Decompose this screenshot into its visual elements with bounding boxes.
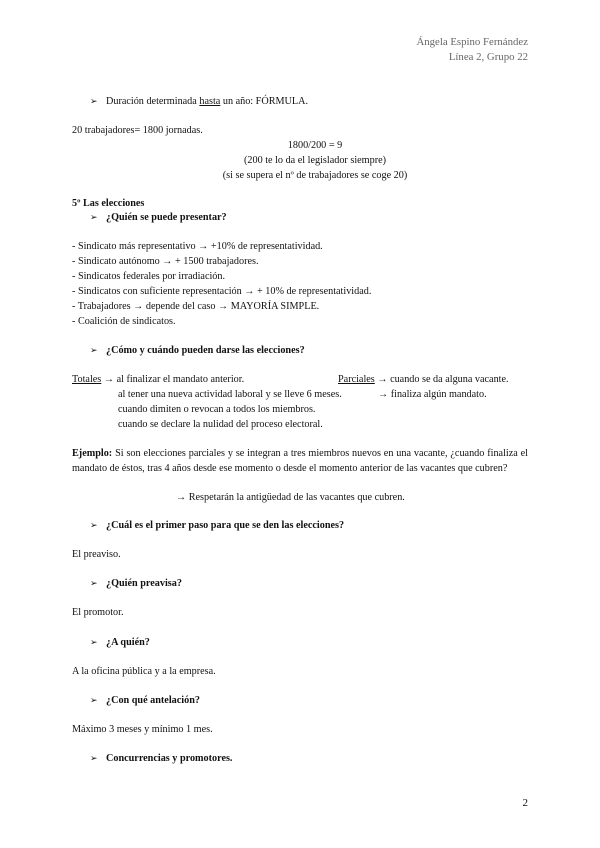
list-item: - Sindicato más representativo → +10% de representatividad.: [72, 241, 323, 252]
a-quien: A la oficina pública y a la empresa.: [72, 666, 216, 677]
list-item: - Coalición de sindicatos.: [72, 316, 176, 327]
arrowhead-icon: ➢: [90, 579, 98, 589]
q-preavisa: ¿Quién preavisa?: [106, 578, 182, 589]
duracion-post: un año: FÓRMULA.: [220, 96, 309, 107]
list-item: - Sindicatos federales por irradiación.: [72, 271, 226, 282]
ejemplo-paragraph: [72, 446, 528, 476]
page-number: 2: [522, 797, 528, 809]
a-antelacion: Máximo 3 meses y mínimo 1 mes.: [72, 724, 213, 735]
duracion-pre: Duración determinada: [106, 96, 200, 107]
totales-line2: al tener una nueva actividad laboral y se lleve 6 meses.: [118, 389, 342, 400]
arrowhead-icon: ➢: [90, 696, 98, 706]
bullet-como: [90, 345, 305, 356]
q-primer-paso: ¿Cuál es el primer paso para que se den las elecciones?: [106, 520, 345, 531]
ejemplo-answer: → Respetarán la antigüedad de las vacantes que cubren.: [176, 492, 405, 503]
duracion-underlined: hasta: [199, 96, 221, 107]
q-presentar: ¿Quién se puede presentar?: [106, 212, 227, 223]
q-quien: ¿A quién?: [106, 637, 150, 648]
parciales-label: Parciales: [338, 374, 375, 385]
formula-line2: 1800/200 = 9: [287, 140, 343, 151]
bullet-preavisa: [90, 578, 182, 589]
totales-line4: cuando se declare la nulidad del proceso electoral.: [118, 419, 323, 430]
a-primer-paso: El preaviso.: [72, 549, 121, 560]
bullet-quien: [90, 637, 150, 648]
arrowhead-icon: ➢: [90, 97, 98, 107]
arrowhead-icon: ➢: [90, 521, 98, 531]
totales-line3: cuando dimiten o revocan a todos los miembros.: [118, 404, 316, 415]
bullet-concurrencias: [90, 753, 232, 764]
elecciones-title: 5º Las elecciones: [72, 198, 145, 209]
ejemplo-text: Si son elecciones parciales y se integran a tres miembros nuevos en una vacante, ¿cuando finaliza el mandato de éstos, tras 4 años desde ese momento o desde el momento anterior de las vacantes que cubren?: [72, 448, 528, 474]
parciales-line1: Parciales → cuando se da alguna vacante.: [338, 374, 509, 385]
bullet-antelacion: [90, 695, 200, 706]
totales-label: Totales: [72, 374, 102, 385]
bullet-primer-paso: [90, 520, 344, 531]
bullet-quien-presentar: [90, 212, 227, 223]
q-antelacion: ¿Con qué antelación?: [106, 695, 200, 706]
arrowhead-icon: ➢: [90, 346, 98, 356]
formula-line4: (si se supera el nº de trabajadores se coge 20): [222, 170, 408, 181]
list-item: - Sindicato autónomo → + 1500 trabajadores.: [72, 256, 259, 267]
q-como: ¿Cómo y cuándo pueden darse las elecciones?: [106, 345, 305, 356]
list-item: - Sindicatos con suficiente representación → + 10% de representatividad.: [72, 286, 372, 297]
ejemplo-label: Ejemplo:: [72, 448, 113, 459]
arrowhead-icon: ➢: [90, 754, 98, 764]
formula-line3: (200 te lo da el legislador siempre): [243, 155, 386, 166]
a-preavisa: El promotor.: [72, 607, 124, 618]
concurrencias-heading: Concurrencias y promotores.: [106, 753, 233, 764]
arrowhead-icon: ➢: [90, 638, 98, 648]
header-group: Línea 2, Grupo 22: [448, 51, 528, 63]
bullet-duracion: [90, 96, 308, 107]
parciales-line2: → finaliza algún mandato.: [378, 389, 487, 400]
header-author: Ángela Espino Fernández: [416, 36, 528, 48]
formula-line1: 20 trabajadores= 1800 jornadas.: [72, 125, 203, 136]
totales-line1: Totales → al finalizar el mandato anterior.: [72, 374, 245, 385]
arrowhead-icon: ➢: [90, 213, 98, 223]
list-item: - Trabajadores → depende del caso → MAYORÍA SIMPLE.: [72, 301, 320, 312]
